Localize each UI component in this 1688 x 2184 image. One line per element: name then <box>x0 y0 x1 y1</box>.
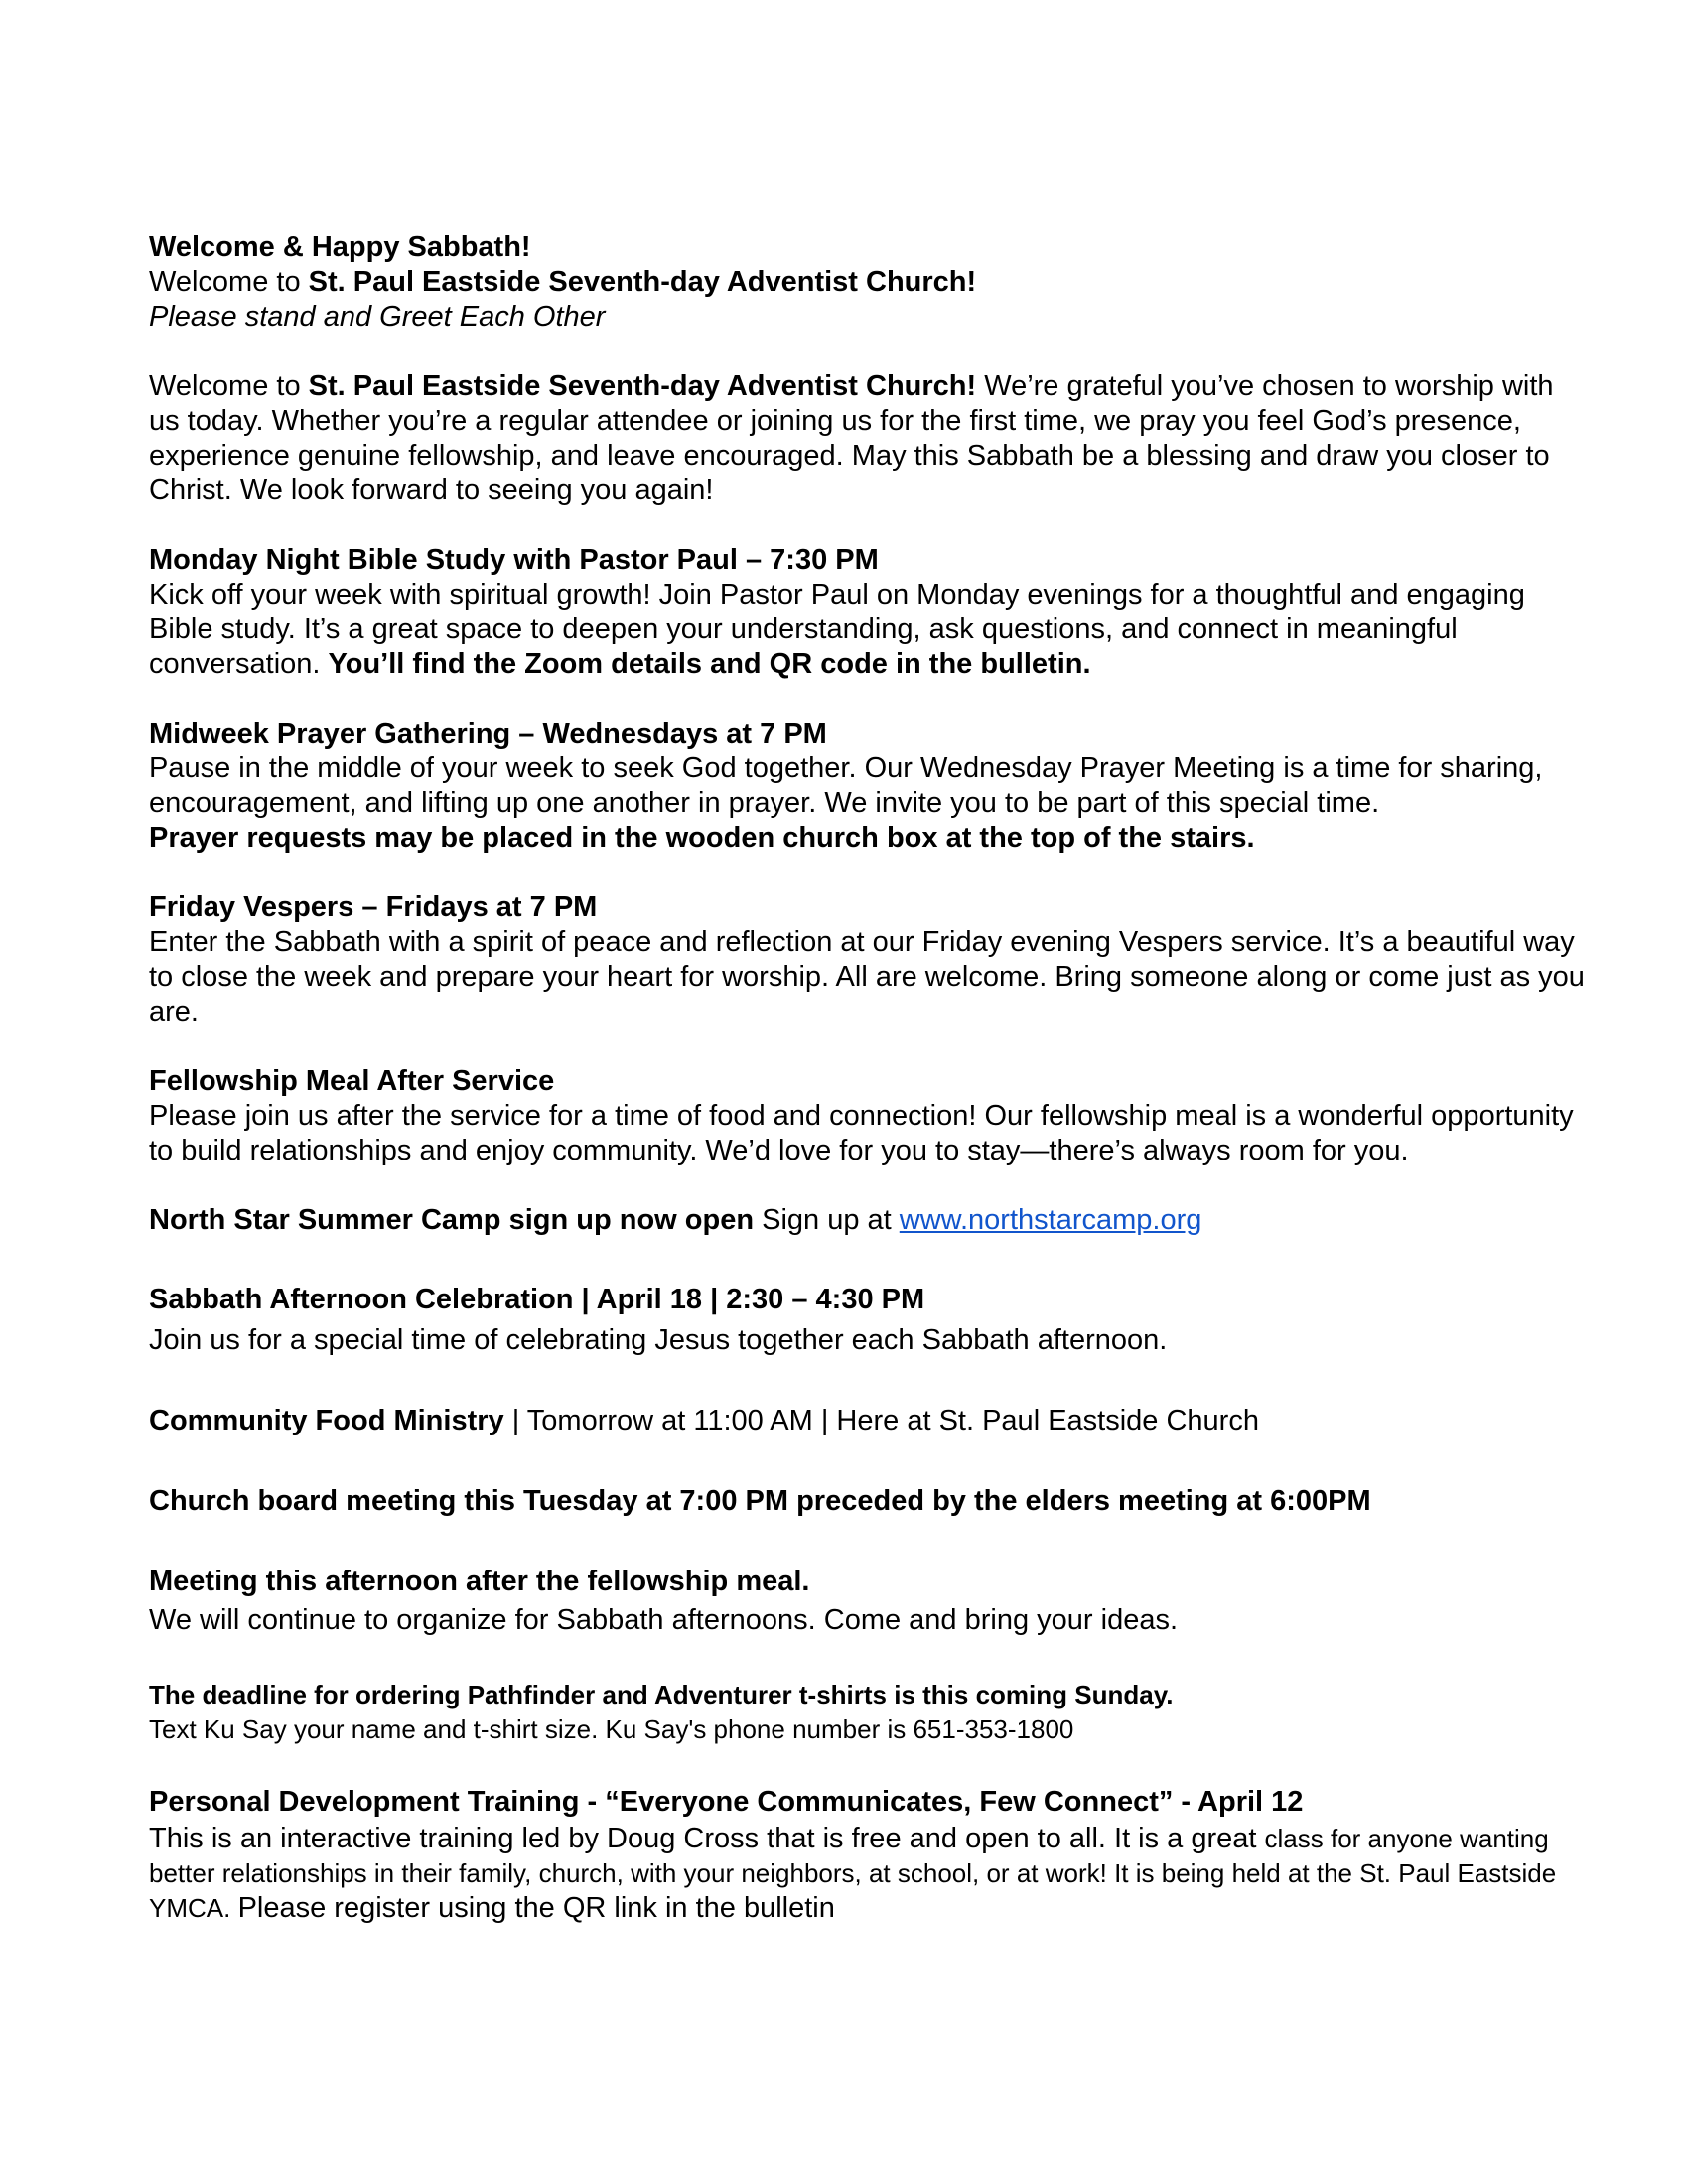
tshirt-deadline-body: Text Ku Say your name and t-shirt size. Ku Say's phone number is 651-353-1800 <box>149 1714 1074 1744</box>
welcome-paragraph-church-name: St. Paul Eastside Seventh-day Adventist Church! <box>308 370 977 402</box>
camp-line <box>149 1203 1591 1238</box>
bible-study-body: Kick off your week with spiritual growth! Join Pastor Paul on Monday evenings for a thoughtful and engaging Bible study. It’s a great space to deepen your understanding, ask questions, and connect in meaningful conversation. <box>149 579 1525 680</box>
church-name: St. Paul Eastside Seventh-day Adventist Church! <box>308 266 977 298</box>
prayer-title: Midweek Prayer Gathering – Wednesdays at 7 PM <box>149 718 827 750</box>
celebration-title: Sabbath Afternoon Celebration | April 18 | 2:30 – 4:30 PM <box>149 1284 925 1315</box>
food-ministry-details: | Tomorrow at 11:00 AM | Here at St. Paul Eastside Church <box>503 1405 1259 1436</box>
vespers-body: Enter the Sabbath with a spirit of peace and reflection at our Friday evening Vespers service. It’s a beautiful way to close the week and prepare your heart for worship. All are welcome. Bring someone along or come just as you are. <box>149 926 1585 1027</box>
fellowship-body: Please join us after the service for a time of food and connection! Our fellowship meal is a wonderful opportunity to build relationships and enjoy community. We’d love for you to stay—there’s always room for you. <box>149 1100 1574 1166</box>
prayer-note: Prayer requests may be placed in the wooden church box at the top of the stairs. <box>149 822 1255 854</box>
tshirt-deadline-title: The deadline for ordering Pathfinder and Adventurer t-shirts is this coming Sunday. <box>149 1680 1174 1709</box>
welcome-heading: Welcome & Happy Sabbath! <box>149 231 531 263</box>
welcome-paragraph-prefix: Welcome to <box>149 370 309 402</box>
welcome-line <box>149 265 1591 300</box>
prayer-body: Pause in the middle of your week to seek God together. Our Wednesday Prayer Meeting is a time for sharing, encouragement, and lifting up one another in prayer. We invite you to be part of this special time. <box>149 752 1543 819</box>
board-meeting-title: Church board meeting this Tuesday at 7:00 PM preceded by the elders meeting at 6:00PM <box>149 1485 1371 1517</box>
training-body-part3: Please register using the QR link in the bulletin <box>237 1892 835 1924</box>
food-ministry-line <box>149 1404 1591 1438</box>
bulletin-page <box>149 230 1591 1926</box>
welcome-paragraph-body: We’re grateful you’ve chosen to worship with us today. Whether you’re a regular attendee or joining us for the first time, we pray you feel God’s presence, experience genuine fellowship, and leave encouraged. May this Sabbath be a blessing and draw you closer to Christ. We look forward to seeing you again! <box>149 370 1554 506</box>
training-title: Personal Development Training - “Everyone Communicates, Few Connect” - April 12 <box>149 1786 1304 1818</box>
bible-study-paragraph <box>149 578 1591 682</box>
fellowship-title: Fellowship Meal After Service <box>149 1065 555 1097</box>
training-body-part2: class for anyone wanting better relationships in their family, church, with your neighbors, at school, or at work! It is being held at the St. Paul Eastside YMCA. <box>149 1824 1557 1923</box>
food-ministry-title: Community Food Ministry <box>149 1405 504 1436</box>
camp-link[interactable]: www.northstarcamp.org <box>899 1204 1202 1236</box>
celebration-body: Join us for a special time of celebrating Jesus together each Sabbath afternoon. <box>149 1324 1168 1356</box>
greeting-instruction: Please stand and Greet Each Other <box>149 301 606 333</box>
welcome-paragraph <box>149 369 1591 508</box>
meeting-body: We will continue to organize for Sabbath afternoons. Come and bring your ideas. <box>149 1604 1179 1636</box>
meeting-title: Meeting this afternoon after the fellowship meal. <box>149 1566 810 1597</box>
camp-title: North Star Summer Camp sign up now open <box>149 1204 755 1236</box>
bible-study-title: Monday Night Bible Study with Pastor Paul – 7:30 PM <box>149 544 879 576</box>
welcome-line-prefix: Welcome to <box>149 266 309 298</box>
training-paragraph <box>149 1822 1591 1926</box>
bible-study-note: You’ll find the Zoom details and QR code in the bulletin. <box>328 648 1091 680</box>
training-body-part1: This is an interactive training led by Doug Cross that is free and open to all. It is a great <box>149 1823 1265 1854</box>
vespers-title: Friday Vespers – Fridays at 7 PM <box>149 891 598 923</box>
camp-text: Sign up at <box>754 1204 900 1236</box>
